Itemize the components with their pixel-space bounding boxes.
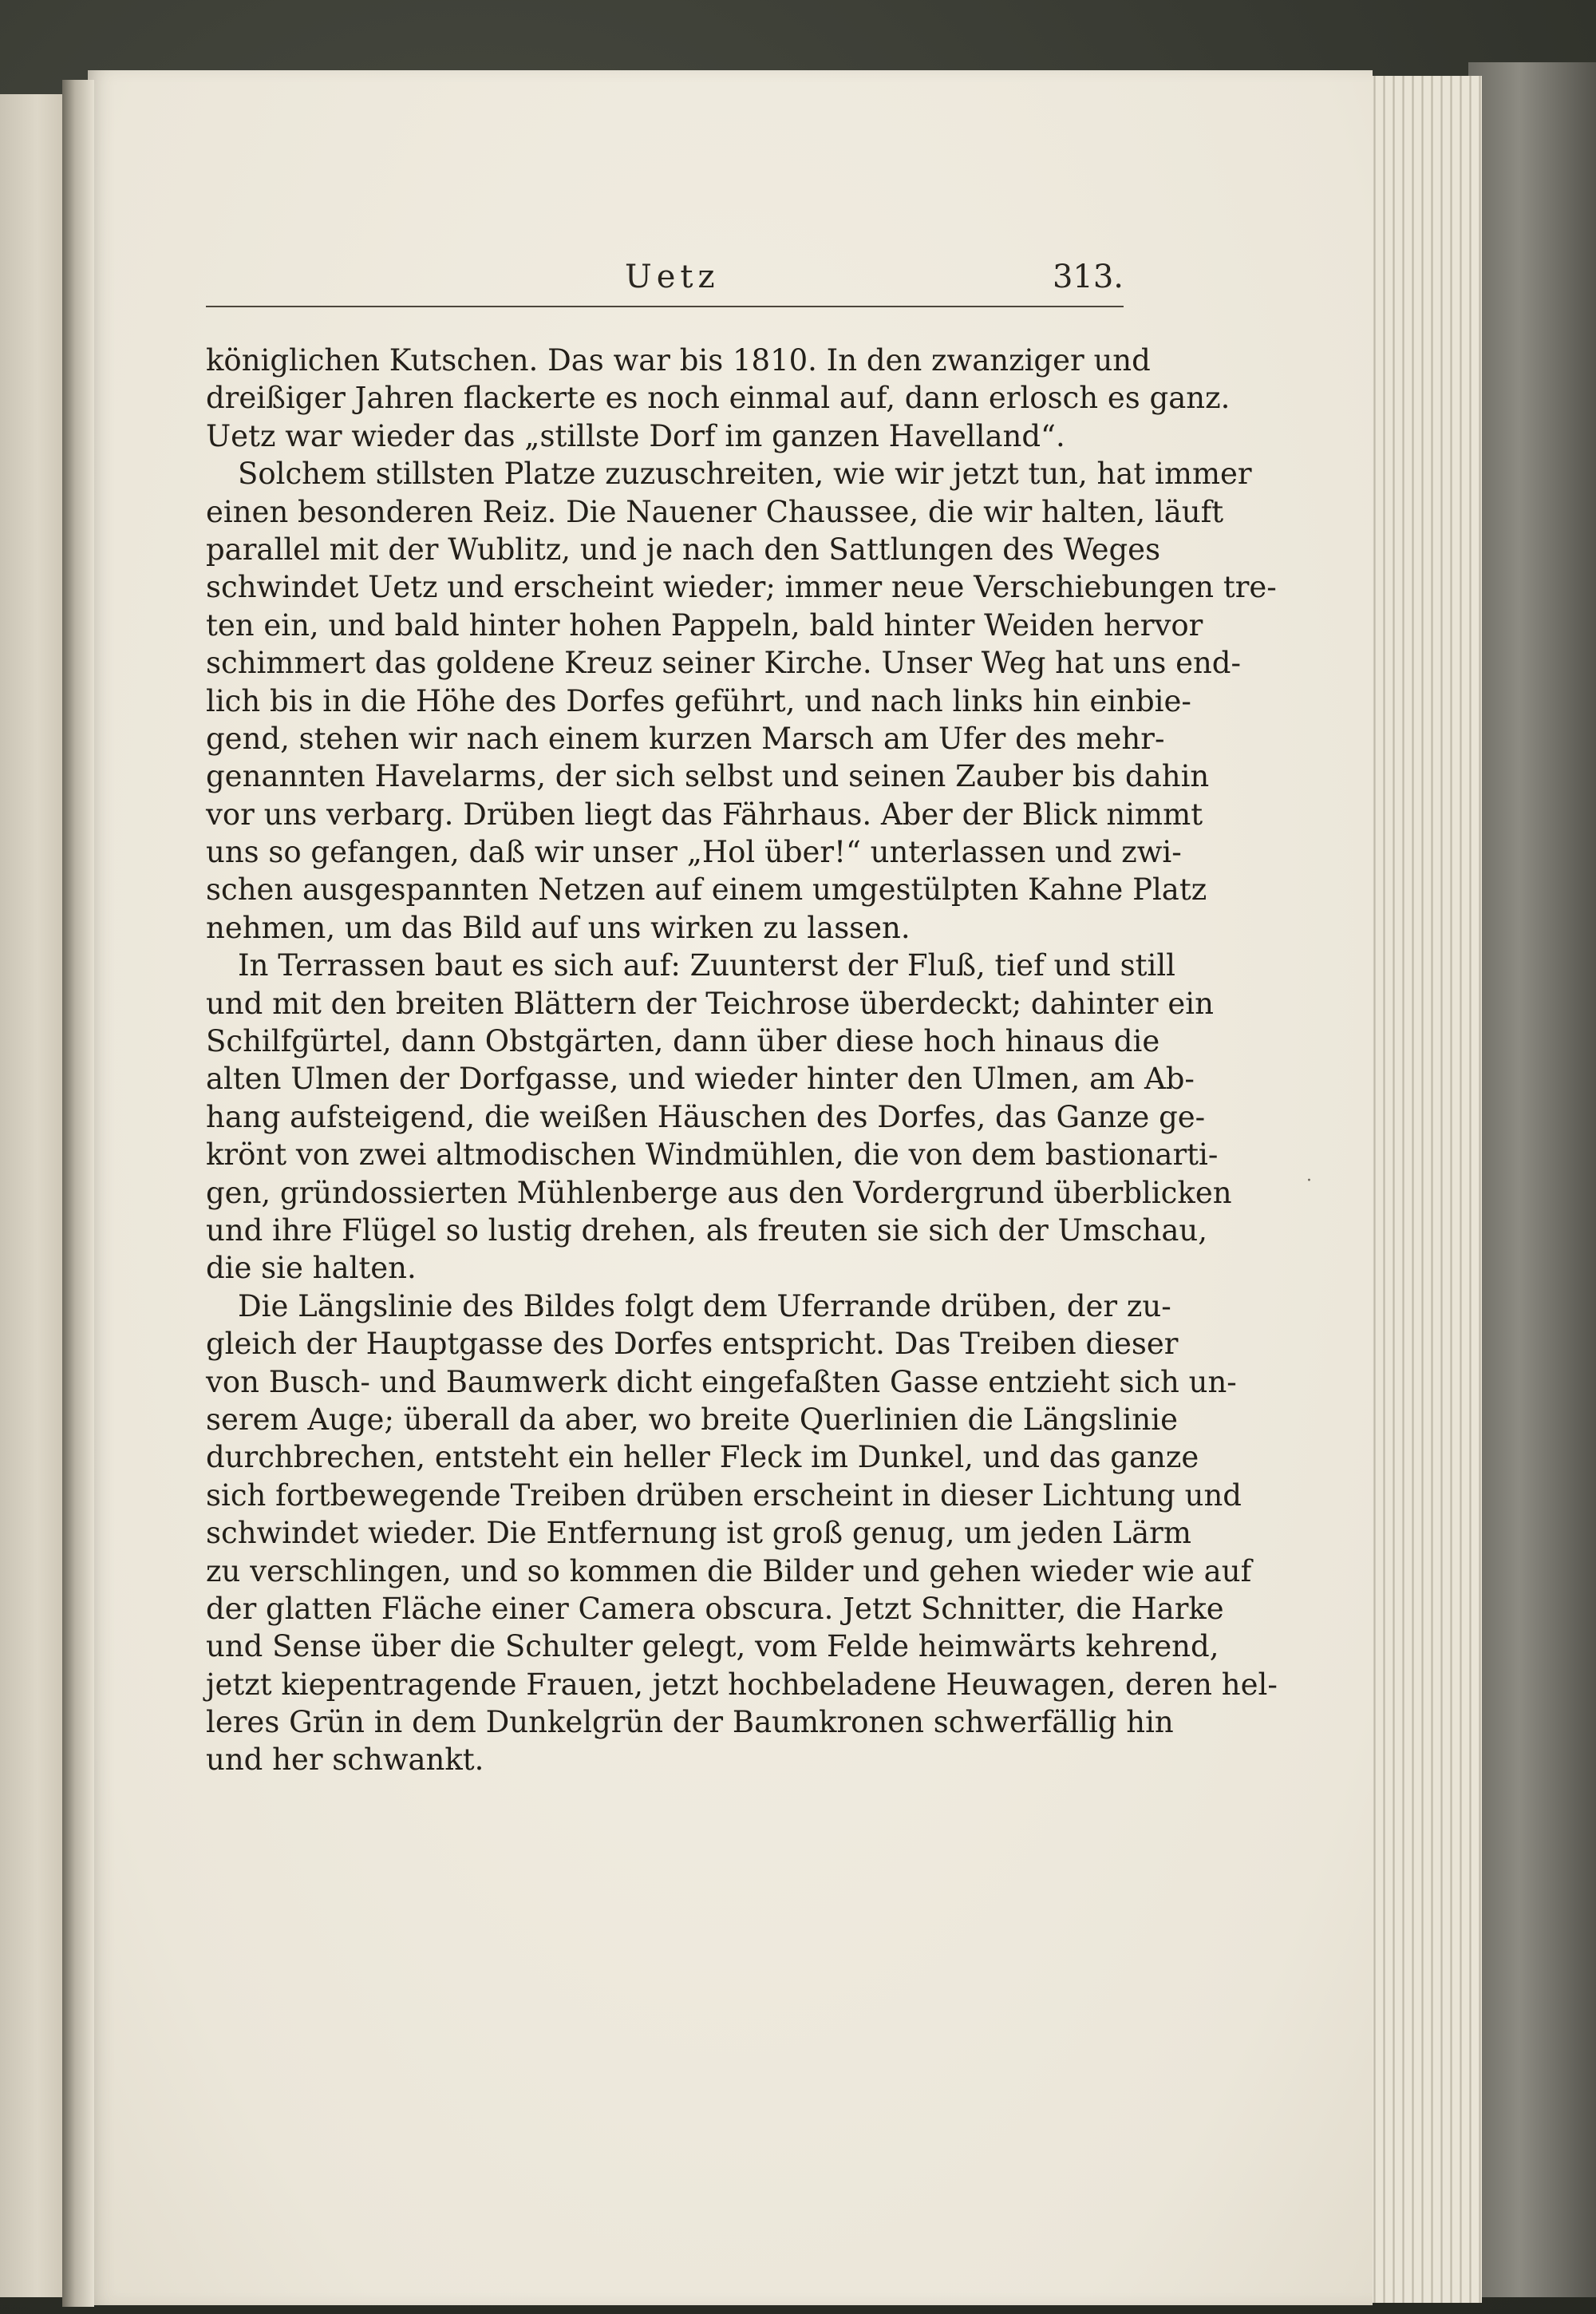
running-header: [206, 254, 1124, 305]
text-line: schwindet Uetz und erscheint wieder; immer neue Verschiebungen tre-: [206, 570, 1277, 605]
paragraph: [206, 455, 1277, 947]
margin-speck: ·: [1306, 1171, 1312, 1191]
text-line: zu verschlingen, und so kommen die Bilder und gehen wieder wie auf: [206, 1553, 1252, 1588]
text-line: Solchem stillsten Platze zuzuschreiten, wie wir jetzt tun, hat immer: [238, 457, 1252, 492]
text-line: schimmert das goldene Kreuz seiner Kirche. Unser Weg hat uns end-: [206, 646, 1241, 681]
text-line: einen besonderen Reiz. Die Nauener Chaussee, die wir halten, läuft: [206, 494, 1224, 529]
body-text: [206, 342, 1278, 1779]
running-title: Uetz: [625, 259, 720, 295]
book-cover-edge: [1468, 62, 1596, 2297]
text-line: Uetz war wieder das „stillste Dorf im ganzen Havelland“.: [206, 418, 1065, 453]
text-line: hang aufsteigend, die weißen Häuschen des Dorfes, das Ganze ge-: [206, 1099, 1206, 1134]
text-line: gleich der Hauptgasse des Dorfes entspricht. Das Treiben dieser: [206, 1327, 1179, 1362]
text-line: durchbrechen, entsteht ein heller Fleck im Dunkel, und das ganze: [206, 1440, 1199, 1475]
paragraph: [206, 1288, 1278, 1779]
text-line: parallel mit der Wublitz, und je nach den Sattlungen des Weges: [206, 532, 1161, 567]
text-line: krönt von zwei altmodischen Windmühlen, die von dem bastionarti-: [206, 1137, 1219, 1173]
page-number: 313.: [1052, 259, 1124, 295]
text-line: und Sense über die Schulter gelegt, vom Felde heimwärts kehrend,: [206, 1629, 1219, 1664]
paragraph: [206, 342, 1231, 455]
text-line: ten ein, und bald hinter hohen Pappeln, bald hinter Weiden hervor: [206, 607, 1203, 643]
text-line: uns so gefangen, daß wir unser „Hol über!“ unterlassen und zwi-: [206, 835, 1182, 870]
text-line: sich fortbewegende Treiben drüben erscheint in dieser Lichtung und: [206, 1477, 1242, 1513]
text-line: jetzt kiepentragende Frauen, jetzt hochbeladene Heuwagen, deren hel-: [206, 1667, 1278, 1702]
text-line: von Busch- und Baumwerk dicht eingefaßten Gasse entzieht sich un-: [206, 1364, 1237, 1399]
text-line: gen, gründossierten Mühlenberge aus den Vordergrund überblicken: [206, 1175, 1232, 1210]
text-line: vor uns verbarg. Drüben liegt das Fährhaus. Aber der Blick nimmt: [206, 797, 1203, 832]
page-edges-stack: [1365, 76, 1482, 2303]
text-line: und her schwankt.: [206, 1742, 484, 1778]
text-line: genannten Havelarms, der sich selbst und seinen Zauber bis dahin: [206, 759, 1210, 794]
text-line: Schilfgürtel, dann Obstgärten, dann über diese hoch hinaus die: [206, 1024, 1160, 1059]
text-line: Die Längslinie des Bildes folgt dem Uferrande drüben, der zu-: [238, 1288, 1171, 1323]
previous-page-edge: [0, 94, 65, 2297]
text-line: schen ausgespannten Netzen auf einem umgestülpten Kahne Platz: [206, 872, 1207, 908]
paragraph: [206, 947, 1232, 1288]
text-line: In Terrassen baut es sich auf: Zuunterst der Fluß, tief und still: [238, 948, 1175, 983]
text-line: schwindet wieder. Die Entfernung ist groß genug, um jeden Lärm: [206, 1516, 1191, 1551]
text-line: dreißiger Jahren flackerte es noch einmal auf, dann erlosch es ganz.: [206, 381, 1231, 416]
text-line: serem Auge; überall da aber, wo breite Querlinien die Längslinie: [206, 1402, 1178, 1437]
header-rule: [206, 306, 1124, 307]
text-line: der glatten Fläche einer Camera obscura. Jetzt Schnitter, die Harke: [206, 1591, 1224, 1626]
text-line: und mit den breiten Blättern der Teichrose überdeckt; dahinter ein: [206, 986, 1214, 1021]
text-line: die sie halten.: [206, 1251, 417, 1286]
book-gutter: [62, 80, 94, 2307]
text-line: alten Ulmen der Dorfgasse, und wieder hinter den Ulmen, am Ab-: [206, 1062, 1195, 1097]
text-line: lich bis in die Höhe des Dorfes geführt, und nach links hin einbie-: [206, 683, 1191, 718]
text-line: nehmen, um das Bild auf uns wirken zu lassen.: [206, 910, 911, 945]
text-line: leres Grün in dem Dunkelgrün der Baumkronen schwerfällig hin: [206, 1705, 1174, 1740]
text-line: und ihre Flügel so lustig drehen, als freuten sie sich der Umschau,: [206, 1212, 1208, 1248]
text-line: gend, stehen wir nach einem kurzen Marsch am Ufer des mehr-: [206, 721, 1165, 756]
text-line: königlichen Kutschen. Das war bis 1810. In den zwanziger und: [206, 343, 1151, 378]
